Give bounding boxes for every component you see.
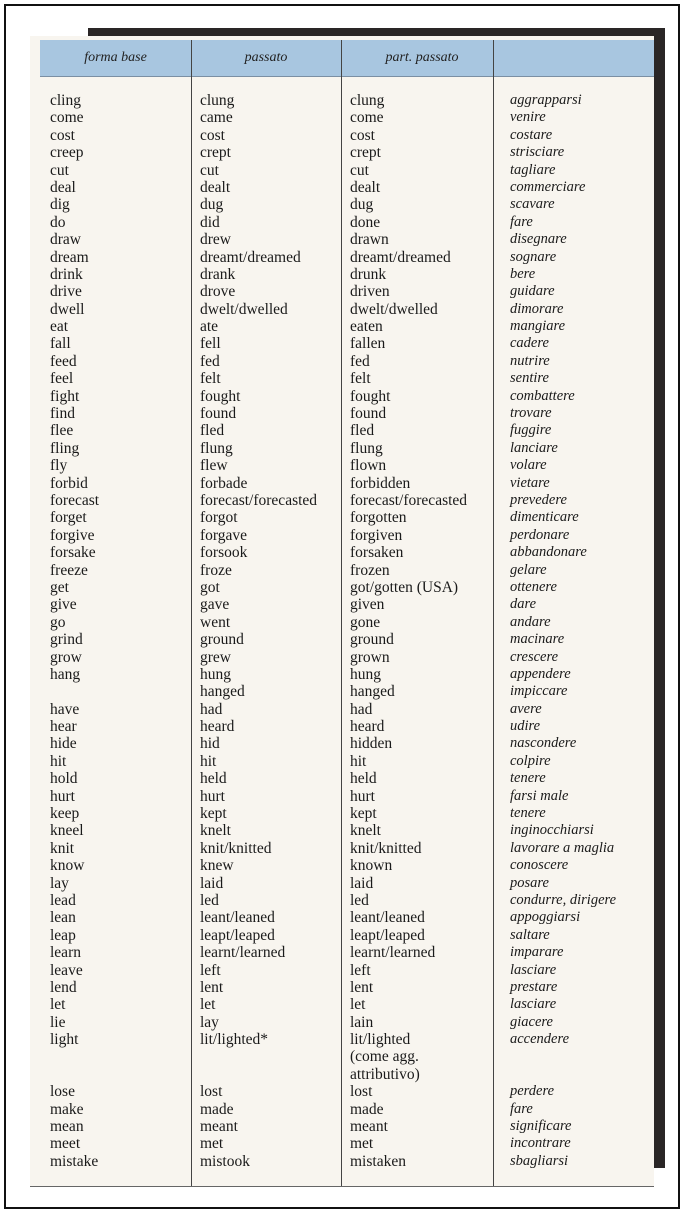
- cell-past-participle: lit/lighted: [350, 1031, 411, 1049]
- cell-past: flew: [200, 457, 228, 475]
- cell-italian: trovare: [510, 405, 552, 422]
- cell-past: let: [200, 996, 216, 1014]
- cell-italian: avere: [510, 700, 542, 717]
- cell-base-form: make: [50, 1100, 84, 1118]
- cell-italian: strisciare: [510, 144, 565, 161]
- cell-past-participle: made: [350, 1100, 384, 1118]
- cell-past: did: [200, 213, 220, 231]
- cell-past-participle: leapt/leaped: [350, 926, 425, 944]
- cell-base-form: hang: [50, 665, 81, 683]
- cell-base-form: come: [50, 109, 84, 127]
- cell-italian: sentire: [510, 370, 549, 387]
- cell-base-form: dwell: [50, 300, 85, 318]
- cell-italian: cadere: [510, 335, 549, 352]
- cell-italian: crescere: [510, 648, 559, 665]
- cell-base-form: have: [50, 700, 80, 718]
- cell-past: found: [200, 405, 237, 423]
- cell-base-form: find: [50, 405, 75, 423]
- cell-italian: dimenticare: [510, 509, 579, 526]
- cell-past-participle: hidden: [350, 735, 393, 753]
- cell-past-participle: lost: [350, 1083, 373, 1101]
- cell-base-form: lay: [50, 874, 69, 892]
- cell-italian: tenere: [510, 805, 546, 822]
- cell-italian: mangiare: [510, 318, 566, 335]
- cell-italian: lavorare a maglia: [510, 839, 615, 856]
- cell-base-form: lead: [50, 891, 76, 909]
- cell-past-participle: done: [350, 213, 381, 231]
- cell-italian: disegnare: [510, 231, 567, 248]
- cell-past-participle: met: [350, 1135, 374, 1153]
- column-divider: [493, 40, 494, 1186]
- cell-past-participle: forgiven: [350, 526, 403, 544]
- cell-base-form: creep: [50, 144, 84, 162]
- cell-past: ate: [200, 318, 219, 336]
- cell-past-participle: forgotten: [350, 509, 407, 527]
- cell-base-form: flee: [50, 422, 74, 440]
- cell-italian: guidare: [510, 283, 555, 300]
- cell-spacer: [50, 1066, 99, 1083]
- table-header: [40, 40, 654, 77]
- cell-italian: posare: [510, 874, 549, 891]
- cell-past: dwelt/dwelled: [200, 300, 288, 318]
- cell-base-form: drive: [50, 283, 82, 301]
- column-divider: [191, 40, 192, 1186]
- cell-base-form: feed: [50, 352, 77, 370]
- cell-past: cost: [200, 126, 225, 144]
- cell-past-participle: knelt: [350, 822, 381, 840]
- cell-base-form: forbid: [50, 474, 88, 492]
- cell-past-participle: ground: [350, 631, 394, 649]
- cell-italian: scavare: [510, 196, 555, 213]
- cell-past-participle: come: [350, 109, 384, 127]
- cell-past-participle: learnt/learned: [350, 944, 436, 962]
- cell-italian: appoggiarsi: [510, 909, 581, 926]
- cell-past: hung: [200, 665, 231, 683]
- cell-italian: ottenere: [510, 578, 557, 595]
- cell-italian: nascondere: [510, 735, 577, 752]
- cell-italian: aggrapparsi: [510, 92, 582, 108]
- cell-base-form: lie: [50, 1013, 66, 1031]
- cell-past-participle: let: [350, 996, 366, 1014]
- cell-italian: fare: [510, 213, 533, 230]
- cell-italian: bere: [510, 265, 536, 282]
- cell-italian: fuggire: [510, 422, 552, 439]
- cell-base-form: dream: [50, 248, 89, 266]
- cell-past-participle: eaten: [350, 318, 383, 336]
- cell-italian: abbandonare: [510, 544, 587, 561]
- cell-past: lost: [200, 1083, 223, 1101]
- cell-italian: accendere: [510, 1031, 570, 1048]
- cell-italian: sognare: [510, 248, 557, 265]
- column-part-passato: [350, 92, 467, 1170]
- cell-base-form: light: [50, 1031, 79, 1049]
- cell-base-form: forecast: [50, 491, 100, 509]
- cell-past-participle: left: [350, 961, 371, 979]
- cell-base-form: meet: [50, 1135, 81, 1153]
- cell-past-participle: felt: [350, 370, 371, 388]
- cell-past-participle: attributivo): [350, 1065, 420, 1083]
- cell-past-participle: clung: [350, 92, 385, 109]
- cell-base-form: know: [50, 857, 85, 875]
- cell-base-form: hurt: [50, 787, 75, 805]
- cell-base-form: cut: [50, 161, 69, 179]
- cell-spacer: [200, 1048, 317, 1065]
- cell-italian: vietare: [510, 474, 550, 491]
- cell-italian: udire: [510, 718, 541, 735]
- cell-base-form: lean: [50, 909, 76, 927]
- cell-past: met: [200, 1135, 224, 1153]
- cell-base-form: grow: [50, 648, 82, 666]
- cell-past: knelt: [200, 822, 231, 840]
- cell-base-form: hit: [50, 752, 67, 770]
- column-forma-base: [50, 92, 99, 1170]
- cell-past: leant/leaned: [200, 909, 275, 927]
- cell-past: drew: [200, 231, 231, 249]
- cell-base-form: learn: [50, 944, 81, 962]
- cell-italian: combattere: [510, 387, 575, 404]
- cell-past: forgave: [200, 526, 248, 544]
- cell-past-participle: cut: [350, 161, 369, 179]
- cell-past: kept: [200, 805, 227, 823]
- cell-past-participle: hung: [350, 665, 381, 683]
- cell-past-participle: known: [350, 857, 393, 875]
- cell-past-participle: laid: [350, 874, 374, 892]
- cell-past: forgot: [200, 509, 238, 527]
- cell-past-participle: heard: [350, 718, 385, 736]
- cell-italian: saltare: [510, 926, 550, 943]
- cell-past-participle: hanged: [350, 683, 395, 701]
- cell-past: fell: [200, 335, 221, 353]
- cell-base-form: give: [50, 596, 77, 614]
- cell-past: drank: [200, 265, 236, 283]
- cell-base-form: forget: [50, 509, 87, 527]
- cell-base-form: draw: [50, 231, 81, 249]
- cell-past-participle: forecast/forecasted: [350, 491, 468, 509]
- cell-past-participle: dwelt/dwelled: [350, 300, 438, 318]
- cell-base-form: dig: [50, 196, 70, 214]
- cell-past: went: [200, 613, 231, 631]
- cell-past: hurt: [200, 787, 225, 805]
- cell-past: felt: [200, 370, 221, 388]
- cell-italian: imparare: [510, 944, 564, 961]
- cell-past-participle: lent: [350, 978, 374, 996]
- cell-past: led: [200, 891, 219, 909]
- cell-italian: giacere: [510, 1013, 553, 1030]
- cell-base-form: let: [50, 996, 66, 1014]
- cell-past-participle: got/gotten (USA): [350, 578, 459, 596]
- cell-past: knew: [200, 857, 234, 875]
- cell-past: leapt/leaped: [200, 926, 275, 944]
- cell-past-participle: forsaken: [350, 544, 404, 562]
- cell-base-form: fly: [50, 457, 68, 475]
- header-translation: [503, 40, 654, 76]
- cell-past-participle: leant/leaned: [350, 909, 425, 927]
- cell-italian: gelare: [510, 561, 547, 578]
- cell-italian: tenere: [510, 770, 546, 787]
- cell-base-form: knit: [50, 839, 75, 857]
- cell-past: crept: [200, 144, 231, 162]
- cell-past-participle: (come agg.: [350, 1048, 419, 1066]
- cell-past: forsook: [200, 544, 248, 562]
- cell-italian: prevedere: [510, 491, 567, 508]
- cell-base-form: hold: [50, 770, 78, 788]
- cell-base-form: go: [50, 613, 66, 631]
- cell-past-participle: drunk: [350, 265, 387, 283]
- cell-past: dreamt/dreamed: [200, 248, 301, 266]
- cell-past-participle: given: [350, 596, 385, 614]
- cell-past-participle: flung: [350, 439, 383, 457]
- cell-past: laid: [200, 874, 224, 892]
- cell-past: got: [200, 578, 220, 596]
- cell-base-form: hear: [50, 718, 77, 736]
- cell-past: clung: [200, 92, 235, 109]
- cell-past-participle: found: [350, 405, 387, 423]
- cell-spacer: [50, 1048, 99, 1065]
- cell-past-participle: flown: [350, 457, 387, 475]
- cell-base-form: keep: [50, 805, 80, 823]
- cell-base-form: forgive: [50, 526, 95, 544]
- cell-spacer: [200, 1066, 317, 1083]
- cell-base-form: lose: [50, 1083, 75, 1101]
- cell-past: gave: [200, 596, 230, 614]
- cell-italian: condurre, dirigere: [510, 891, 617, 908]
- cell-base-form: fling: [50, 439, 80, 457]
- cell-base-form: hide: [50, 735, 77, 753]
- cell-spacer: [510, 1048, 616, 1065]
- cell-italian: commerciare: [510, 178, 586, 195]
- cell-past-participle: hurt: [350, 787, 375, 805]
- cell-italian: prestare: [510, 978, 558, 995]
- header-forma-base: forma base: [84, 50, 147, 65]
- cell-past-participle: cost: [350, 126, 375, 144]
- cell-italian: volare: [510, 457, 547, 474]
- cell-base-form: eat: [50, 318, 69, 336]
- cell-past: hanged: [200, 683, 245, 701]
- cell-base-form: leap: [50, 926, 76, 944]
- cell-base-form: grind: [50, 631, 83, 649]
- cell-past: hid: [200, 735, 220, 753]
- cell-past: came: [200, 109, 233, 127]
- cell-base-form: leave: [50, 961, 83, 979]
- cell-italian: farsi male: [510, 787, 569, 804]
- cell-italian: impiccare: [510, 683, 568, 700]
- cell-past: fed: [200, 352, 220, 370]
- cell-past: ground: [200, 631, 244, 649]
- cell-past: fled: [200, 422, 225, 440]
- cell-past-participle: meant: [350, 1118, 388, 1136]
- cell-italian: colpire: [510, 752, 551, 769]
- cell-italian: sbagliarsi: [510, 1152, 569, 1169]
- cell-base-form: do: [50, 213, 66, 231]
- cell-italian: appendere: [510, 665, 571, 682]
- cell-past-participle: frozen: [350, 561, 390, 579]
- cell-base-form: kneel: [50, 822, 84, 840]
- cell-past-participle: driven: [350, 283, 390, 301]
- cell-past-participle: fallen: [350, 335, 386, 353]
- cell-past-participle: kept: [350, 805, 377, 823]
- column-divider: [341, 40, 342, 1186]
- cell-past-participle: forbidden: [350, 474, 411, 492]
- cell-past: forecast/forecasted: [200, 491, 318, 509]
- cell-past-participle: had: [350, 700, 373, 718]
- cell-base-form: drink: [50, 265, 83, 283]
- cell-italian: significare: [510, 1118, 572, 1135]
- cell-past: lent: [200, 978, 224, 996]
- cell-past: heard: [200, 718, 235, 736]
- cell-past-participle: held: [350, 770, 377, 788]
- header-part-passato: part. passato: [385, 50, 459, 65]
- cell-italian: incontrare: [510, 1135, 571, 1152]
- cell-past: lit/lighted*: [200, 1031, 269, 1049]
- cell-italian: lasciare: [510, 996, 557, 1013]
- cell-past-participle: fed: [350, 352, 370, 370]
- cell-italian: fare: [510, 1100, 533, 1117]
- cell-past: held: [200, 770, 227, 788]
- cell-base-form: lend: [50, 978, 77, 996]
- cell-base-form: [50, 683, 99, 700]
- cell-italian: dimorare: [510, 300, 564, 317]
- cell-past: fought: [200, 387, 241, 405]
- cell-past-participle: dug: [350, 196, 374, 214]
- cell-italian: venire: [510, 109, 546, 126]
- cell-base-form: deal: [50, 178, 76, 196]
- cell-italian: nutrire: [510, 352, 550, 369]
- cell-past: meant: [200, 1118, 238, 1136]
- cell-italian: tagliare: [510, 161, 556, 178]
- cell-past: made: [200, 1100, 234, 1118]
- cell-italian: conoscere: [510, 857, 569, 874]
- cell-past-participle: hit: [350, 752, 367, 770]
- cell-italian: costare: [510, 126, 553, 143]
- cell-base-form: mistake: [50, 1152, 99, 1170]
- column-passato: [200, 92, 317, 1170]
- cell-past-participle: crept: [350, 144, 381, 162]
- cell-past: left: [200, 961, 221, 979]
- cell-past-participle: knit/knitted: [350, 839, 422, 857]
- cell-past: dealt: [200, 178, 231, 196]
- cell-italian: perdere: [510, 1083, 555, 1100]
- cell-base-form: fight: [50, 387, 80, 405]
- cell-italian: inginocchiarsi: [510, 822, 594, 839]
- cell-past: cut: [200, 161, 219, 179]
- cell-past-participle: fought: [350, 387, 391, 405]
- cell-past-participle: led: [350, 891, 369, 909]
- cell-italian: lanciare: [510, 439, 558, 456]
- cell-past: learnt/learned: [200, 944, 286, 962]
- cell-base-form: cling: [50, 92, 81, 109]
- cell-past-participle: drawn: [350, 231, 389, 249]
- header-passato: passato: [244, 50, 288, 65]
- cell-italian: macinare: [510, 631, 565, 648]
- bottom-rule: [30, 1186, 654, 1187]
- cell-past: froze: [200, 561, 232, 579]
- cell-italian: dare: [510, 596, 537, 613]
- cell-past-participle: fled: [350, 422, 375, 440]
- cell-italian: andare: [510, 613, 551, 630]
- cell-italian: perdonare: [510, 526, 570, 543]
- cell-base-form: get: [50, 578, 69, 596]
- cell-past-participle: dealt: [350, 178, 381, 196]
- cell-past-participle: gone: [350, 613, 381, 631]
- cell-past-participle: dreamt/dreamed: [350, 248, 451, 266]
- cell-base-form: cost: [50, 126, 75, 144]
- cell-past: drove: [200, 283, 236, 301]
- cell-base-form: mean: [50, 1118, 84, 1136]
- verb-table-page: [30, 36, 654, 1186]
- cell-past: grew: [200, 648, 231, 666]
- cell-italian: lasciare: [510, 961, 557, 978]
- cell-past: mistook: [200, 1152, 250, 1170]
- cell-past: had: [200, 700, 223, 718]
- cell-base-form: fall: [50, 335, 71, 353]
- cell-past-participle: lain: [350, 1013, 374, 1031]
- cell-past: hit: [200, 752, 217, 770]
- cell-spacer: [510, 1066, 616, 1083]
- cell-base-form: forsake: [50, 544, 96, 562]
- cell-past: flung: [200, 439, 233, 457]
- cell-past: knit/knitted: [200, 839, 272, 857]
- cell-past: lay: [200, 1013, 219, 1031]
- column-italian: [510, 92, 616, 1170]
- cell-base-form: feel: [50, 370, 74, 388]
- cell-past-participle: mistaken: [350, 1152, 406, 1170]
- cell-past: dug: [200, 196, 224, 214]
- cell-past: forbade: [200, 474, 248, 492]
- cell-past-participle: grown: [350, 648, 390, 666]
- cell-base-form: freeze: [50, 561, 88, 579]
